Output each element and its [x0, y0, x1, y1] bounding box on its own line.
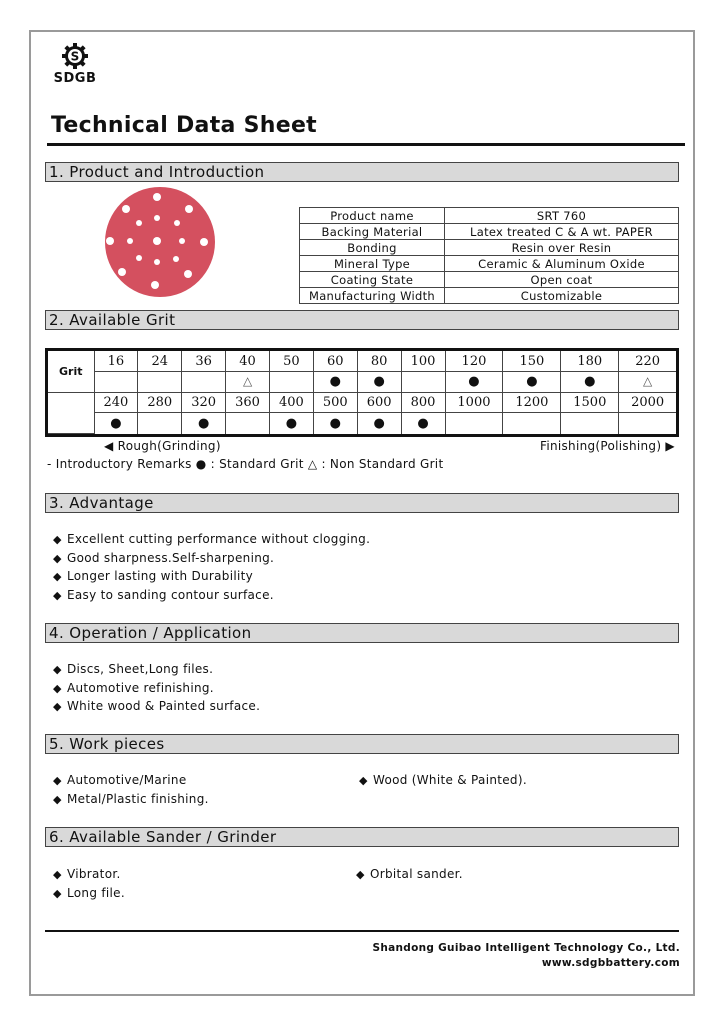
diamond-bullet-icon: ◆: [53, 681, 62, 695]
standard-grit-mark: ●: [417, 415, 429, 431]
grit-value-cell: 240: [94, 392, 138, 413]
standard-grit-mark: ●: [110, 415, 122, 431]
list-item: [53, 530, 370, 549]
list-item: [53, 884, 125, 903]
grit-mark-cell: [270, 372, 314, 393]
diamond-bullet-icon: ◆: [53, 886, 62, 900]
diamond-bullet-icon: ◆: [356, 868, 365, 881]
non-standard-grit-mark: △: [643, 374, 653, 389]
grit-value-cell: 800: [401, 392, 445, 413]
section-heading-advantage: 3. Advantage: [45, 493, 679, 513]
spec-key: Bonding: [300, 240, 445, 256]
standard-grit-mark: ●: [526, 374, 538, 390]
diamond-bullet-icon: ◆: [53, 700, 62, 713]
grit-value-cell: 150: [503, 351, 561, 372]
grit-value-cell: 2000: [619, 392, 676, 413]
section-heading-application: 4. Operation / Application: [45, 623, 679, 643]
section-heading-workpieces: 5. Work pieces: [45, 734, 679, 754]
footer-divider: [45, 930, 679, 932]
section-heading-grit: 2. Available Grit: [45, 310, 679, 330]
list-item-text: White wood & Painted surface.: [67, 699, 261, 713]
grit-mark-cell: [445, 413, 503, 434]
svg-text:S: S: [70, 49, 80, 64]
grit-value-cell: 80: [357, 351, 401, 372]
grit-mark-cell: [182, 372, 226, 393]
grit-table-container: [45, 348, 679, 437]
list-item-text: Longer lasting with Durability: [67, 569, 254, 583]
grit-value-cell: 1200: [503, 392, 561, 413]
rough-grinding-label: ◀ Rough(Grinding): [104, 439, 221, 453]
grit-label: Grit: [48, 351, 94, 392]
title-divider: [47, 143, 685, 146]
grit-value-cell: 100: [401, 351, 445, 372]
spec-value: Ceramic & Aluminum Oxide: [445, 256, 679, 272]
grit-mark-cell: [94, 372, 138, 393]
list-item: [359, 771, 527, 790]
standard-grit-mark: ●: [285, 415, 298, 431]
grit-value-cell: 50: [270, 351, 314, 372]
list-item-text: Good sharpness.Self-sharpening.: [67, 550, 275, 565]
spec-value: SRT 760: [445, 208, 679, 224]
grit-value-cell: 120: [445, 351, 503, 372]
grit-mark-cell: [503, 372, 561, 393]
company-website: www.sdgbbattery.com: [541, 957, 680, 969]
list-item-text: Wood (White & Painted).: [373, 773, 527, 787]
diamond-bullet-icon: ◆: [359, 774, 368, 787]
grit-value-cell: 280: [138, 392, 182, 413]
grit-value-cell: 60: [313, 351, 357, 372]
spec-key: Product name: [300, 208, 445, 224]
grit-mark-cell: [561, 372, 619, 393]
spec-value: Customizable: [445, 288, 679, 304]
workpieces-list-left: [53, 771, 209, 808]
grit-value-cell: 180: [561, 351, 619, 372]
spec-key: Backing Material: [300, 224, 445, 240]
diamond-bullet-icon: ◆: [53, 588, 62, 602]
diamond-bullet-icon: ◆: [53, 570, 62, 583]
list-item-text: Automotive/Marine: [67, 773, 187, 787]
standard-grit-mark: ●: [468, 374, 480, 390]
grit-mark-cell: [226, 372, 270, 393]
list-item: [53, 865, 125, 884]
finishing-polishing-label: Finishing(Polishing) ▶: [540, 439, 675, 453]
list-item-text: Automotive refinishing.: [67, 680, 214, 695]
diamond-bullet-icon: ◆: [53, 533, 62, 546]
list-item-text: Discs, Sheet,Long files.: [67, 662, 214, 676]
standard-grit-mark: ●: [584, 374, 596, 390]
diamond-bullet-icon: ◆: [53, 792, 62, 806]
section-heading-product: 1. Product and Introduction: [45, 162, 679, 182]
list-item-text: Orbital sander.: [370, 867, 463, 881]
grit-value-cell: 16: [94, 351, 138, 372]
gear-logo-icon: [61, 42, 89, 70]
list-item: [356, 865, 463, 884]
product-info-table: [299, 207, 679, 304]
grit-mark-cell: [138, 413, 182, 434]
diamond-bullet-icon: ◆: [53, 868, 62, 881]
list-item: [53, 790, 209, 809]
grit-mark-cell: [226, 413, 270, 434]
section-heading-sanders: 6. Available Sander / Grinder: [45, 827, 679, 847]
grit-mark-cell: [357, 372, 401, 393]
grit-mark-cell: [619, 413, 676, 434]
grit-value-cell: 360: [226, 392, 270, 413]
grit-value-cell: 24: [138, 351, 182, 372]
grit-mark-cell: [270, 413, 314, 434]
table-row: [300, 288, 679, 304]
grit-value-cell: 320: [182, 392, 226, 413]
standard-grit-mark: ●: [373, 415, 385, 431]
workpieces-list-right: [359, 771, 527, 790]
application-list: [53, 660, 260, 716]
diamond-bullet-icon: ◆: [53, 663, 62, 676]
grit-value-cell: 1000: [445, 392, 503, 413]
grit-mark-cell: [94, 413, 138, 434]
spec-key: Coating State: [300, 272, 445, 288]
list-item: [53, 771, 209, 790]
grit-value-cell: 400: [270, 392, 314, 413]
sanders-list-right: [356, 865, 463, 884]
grit-mark-cell: [445, 372, 503, 393]
table-row: [300, 224, 679, 240]
list-item: [53, 660, 260, 679]
standard-grit-mark: ●: [329, 374, 341, 390]
table-row: [300, 240, 679, 256]
grit-mark-cell: [313, 372, 357, 393]
grit-value-cell: 36: [182, 351, 226, 372]
page-title: Technical Data Sheet: [51, 113, 317, 138]
grit-row-marks-2: [48, 413, 676, 434]
grit-table: [48, 351, 676, 434]
grit-value-cell: 40: [226, 351, 270, 372]
standard-grit-mark: ●: [198, 415, 210, 431]
grit-mark-cell: [561, 413, 619, 434]
non-standard-grit-mark: △: [242, 374, 253, 389]
table-row: [300, 208, 679, 224]
sanders-list-left: [53, 865, 125, 902]
spec-value: Open coat: [445, 272, 679, 288]
grit-value-cell: 220: [619, 351, 676, 372]
grit-value-cell: 1500: [561, 392, 619, 413]
spec-key: Mineral Type: [300, 256, 445, 272]
list-item: [53, 697, 260, 716]
list-item-text: Metal/Plastic finishing.: [67, 791, 209, 806]
grit-legend-remarks: - Introductory Remarks ● : Standard Grit △ : Non Standard Grit: [47, 457, 444, 471]
list-item-text: Excellent cutting performance without clogging.: [67, 532, 371, 546]
list-item: [53, 549, 370, 568]
spec-key: Manufacturing Width: [300, 288, 445, 304]
table-row: [300, 272, 679, 288]
grit-mark-cell: [138, 372, 182, 393]
grit-row-marks-1: [48, 372, 676, 393]
grit-mark-cell: [313, 413, 357, 434]
company-name: Shandong Guibao Intelligent Technology Co., Ltd.: [372, 942, 680, 954]
brand-name: SDGB: [53, 71, 97, 86]
grit-mark-cell: [357, 413, 401, 434]
grit-mark-cell: [401, 372, 445, 393]
list-item: [53, 586, 370, 605]
advantage-list: [53, 530, 370, 604]
list-item-text: Easy to sanding contour surface.: [67, 587, 274, 602]
list-item-text: Vibrator.: [67, 867, 121, 881]
grit-mark-cell: [619, 372, 676, 393]
diamond-bullet-icon: ◆: [53, 551, 62, 565]
spec-value: Latex treated C & A wt. PAPER: [445, 224, 679, 240]
grit-mark-cell: [503, 413, 561, 434]
grit-row-values-1: [48, 351, 676, 372]
standard-grit-mark: ●: [329, 415, 341, 431]
grit-label-blank: [48, 392, 94, 433]
standard-grit-mark: ●: [373, 374, 385, 390]
list-item: [53, 567, 370, 586]
list-item: [53, 679, 260, 698]
sanding-disc-image: [104, 186, 216, 298]
grit-mark-cell: [182, 413, 226, 434]
grit-mark-cell: [401, 413, 445, 434]
brand-logo: [50, 42, 100, 88]
diamond-bullet-icon: ◆: [53, 774, 62, 787]
spec-value: Resin over Resin: [445, 240, 679, 256]
grit-row-values-2: [48, 392, 676, 413]
grit-value-cell: 600: [357, 392, 401, 413]
table-row: [300, 256, 679, 272]
list-item-text: Long file.: [67, 885, 125, 900]
grit-value-cell: 500: [313, 392, 357, 413]
